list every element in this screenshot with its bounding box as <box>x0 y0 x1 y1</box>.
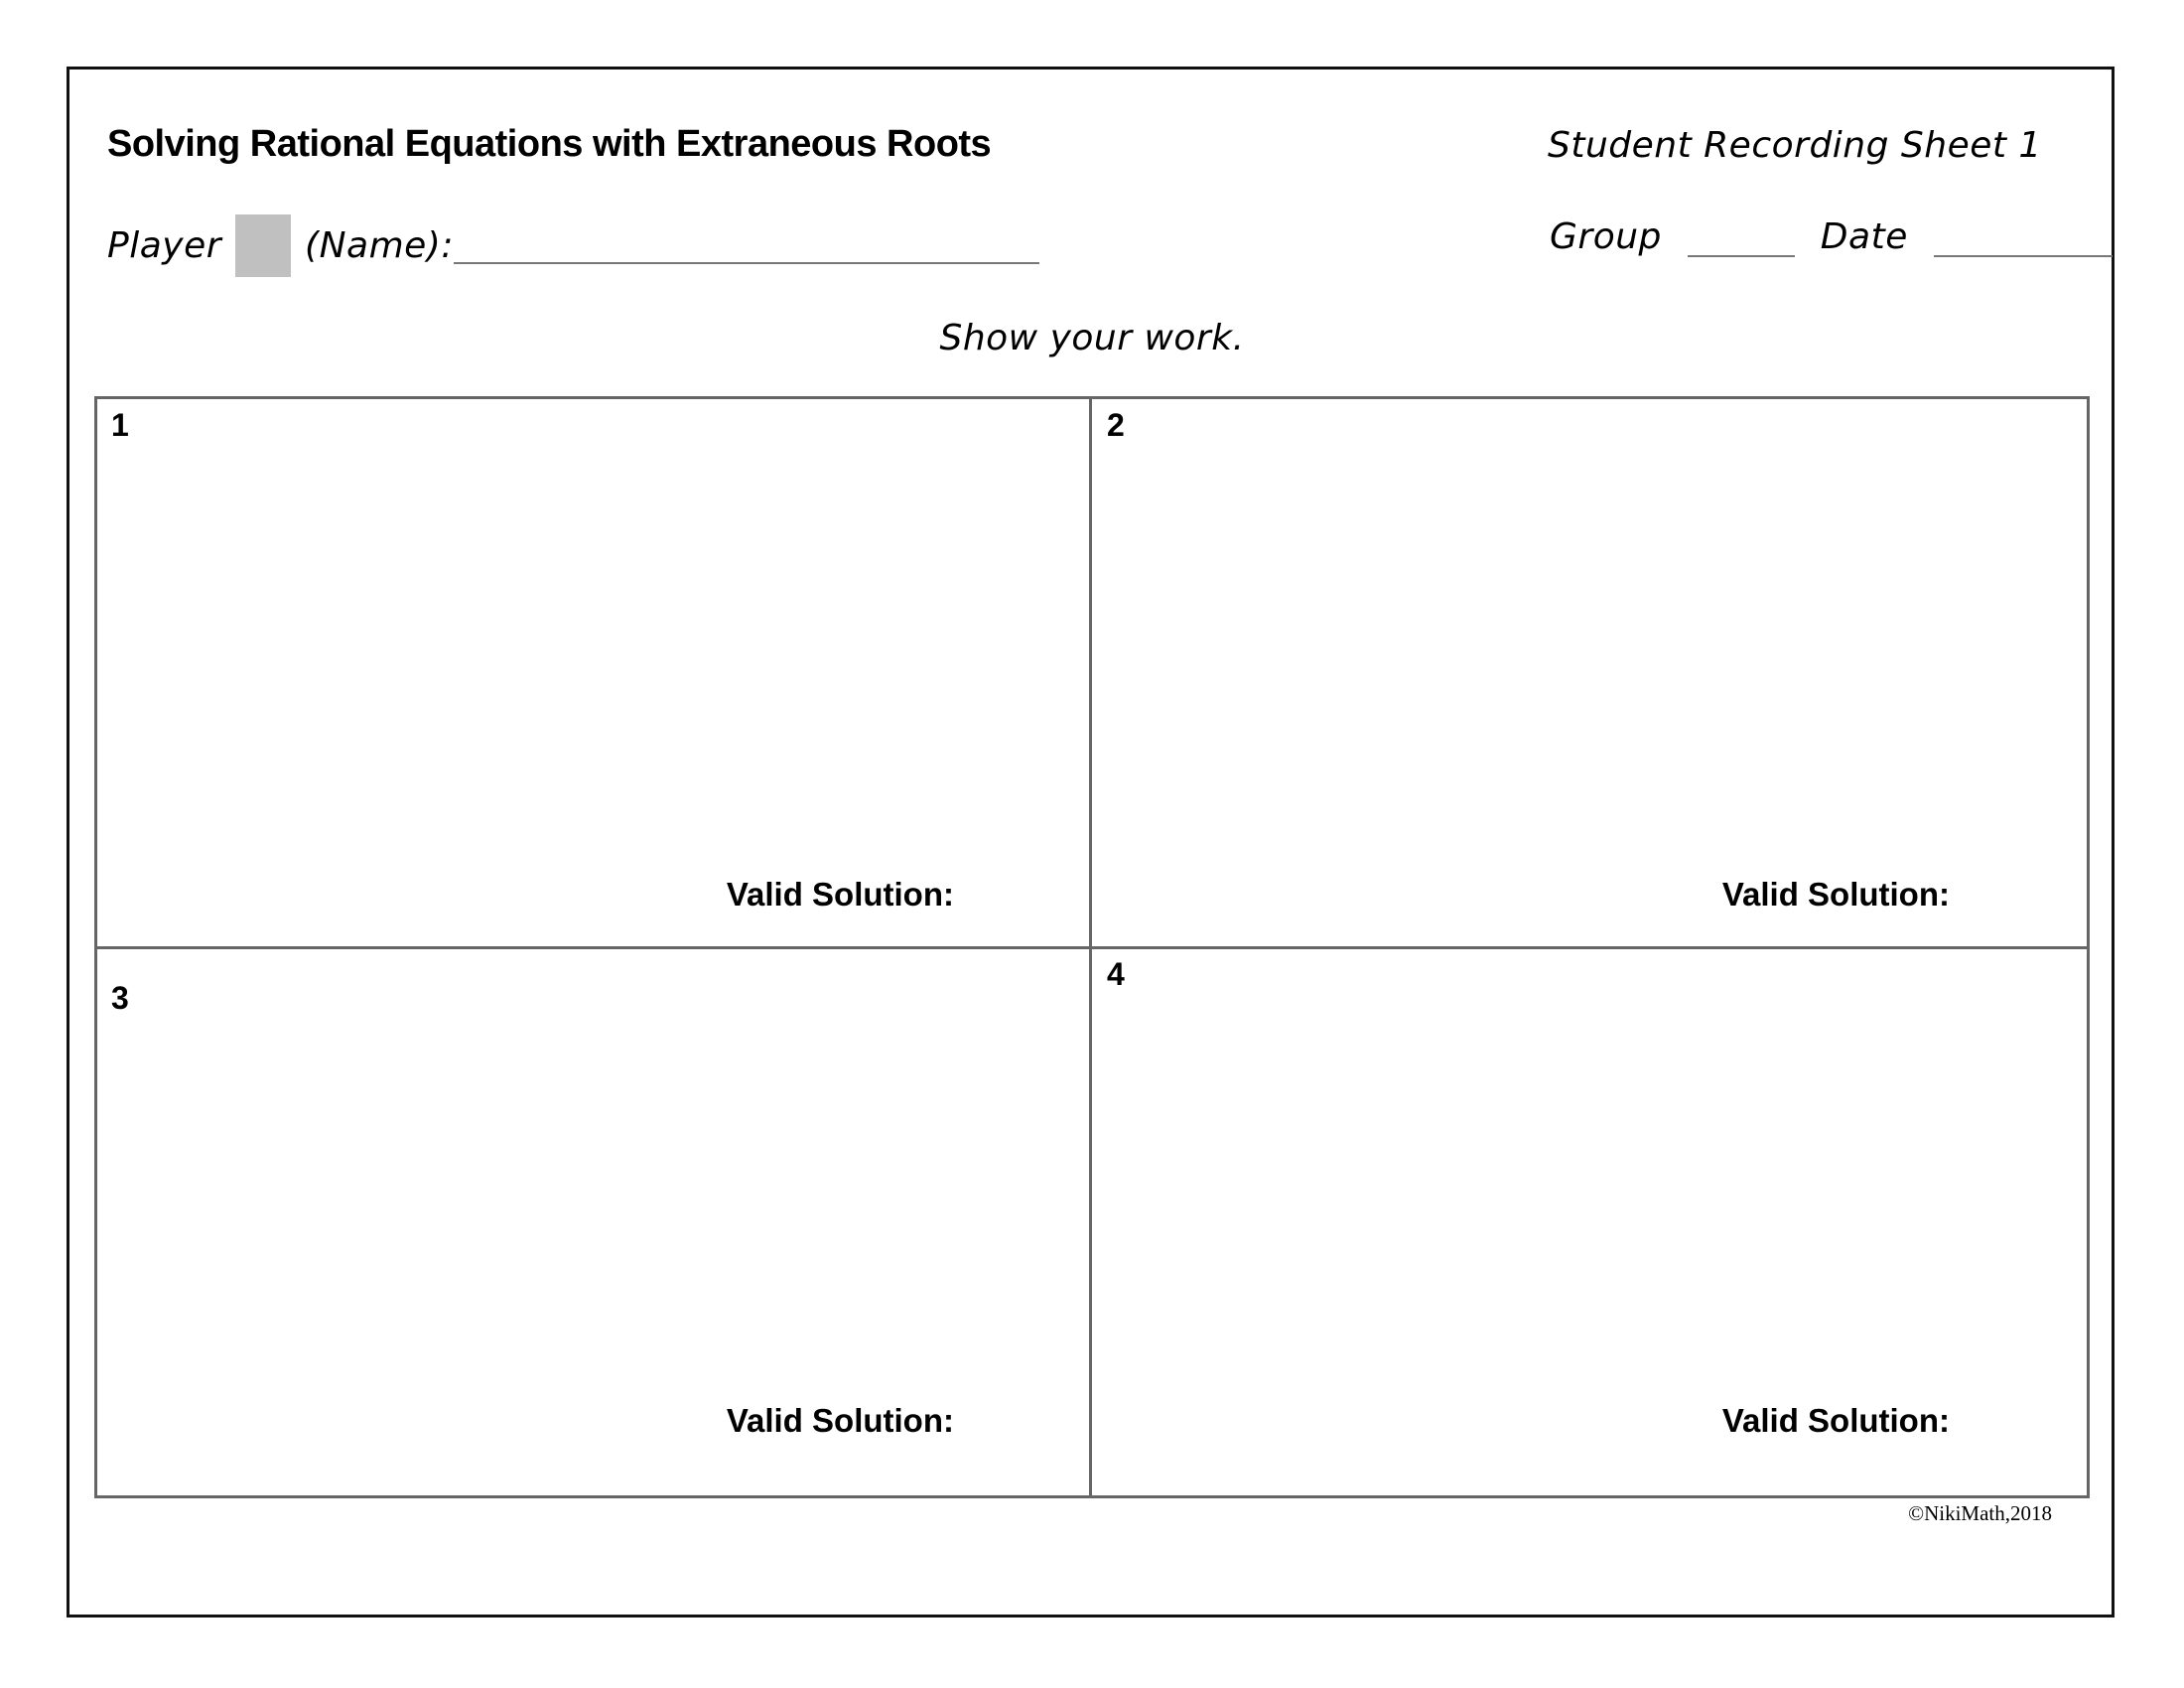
worksheet-title: Solving Rational Equations with Extraneous Roots <box>107 123 992 165</box>
copyright: ©NikiMath,2018 <box>1908 1501 2052 1525</box>
date-field[interactable] <box>1934 221 2113 257</box>
sheet-label: Student Recording Sheet 1 <box>1548 125 2042 166</box>
player-label: Player <box>107 225 222 266</box>
valid-solution-label: Valid Solution: <box>1721 1402 1950 1439</box>
valid-solution-label: Valid Solution: <box>1721 876 1950 913</box>
cell-number: 2 <box>1107 407 1125 443</box>
cell-number: 4 <box>1107 956 1125 992</box>
valid-solution-label: Valid Solution: <box>726 1402 954 1439</box>
name-label: (Name): <box>305 225 454 266</box>
group-date-row <box>1550 216 2113 257</box>
group-label: Group <box>1550 216 1662 257</box>
cell-number: 3 <box>111 980 129 1016</box>
grid-divider-horizontal <box>94 946 2090 949</box>
date-label: Date <box>1820 216 1908 257</box>
group-field[interactable] <box>1688 221 1795 257</box>
instruction: Show your work. <box>939 318 1245 358</box>
name-field[interactable] <box>454 228 1039 264</box>
player-number-box[interactable] <box>235 214 291 277</box>
player-name-row <box>107 214 1039 277</box>
valid-solution-label: Valid Solution: <box>726 876 954 913</box>
cell-number: 1 <box>111 407 129 443</box>
